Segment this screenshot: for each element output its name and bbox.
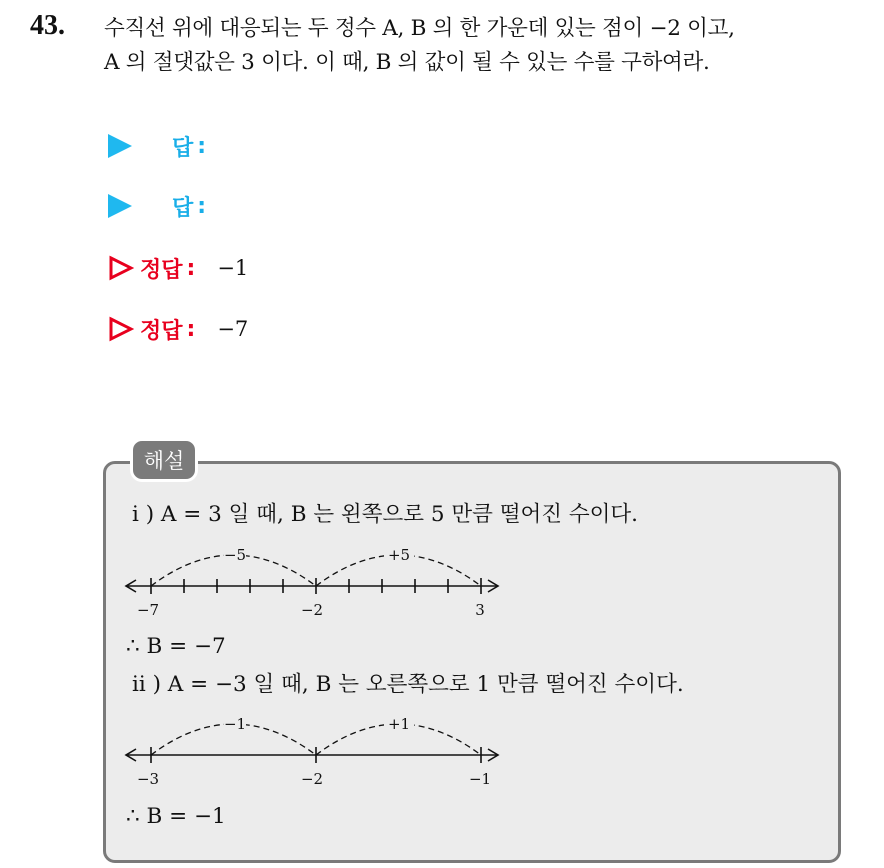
correct-answer-label: 정답 [140, 318, 183, 344]
question-number: 43. [30, 10, 65, 41]
case1-heading: i ) A = 3 일 때, B 는 왼쪽으로 5 만큼 떨어진 수이다. [132, 502, 639, 527]
tick-label: −3 [136, 770, 160, 788]
correct-answer-colon: : [186, 316, 196, 342]
solution-tag: 해설 [130, 438, 198, 482]
case1-conclusion: ∴ B = −7 [126, 634, 226, 659]
arc-right-label: +1 [387, 715, 411, 733]
question-line-2: A 의 절댓값은 3 이다. 이 때, B 의 값이 될 수 있는 수를 구하여라. [104, 50, 710, 75]
answer-colon: : [197, 133, 207, 159]
arc-left-label: −5 [223, 546, 247, 564]
tick-label: −2 [300, 601, 324, 619]
tick-label: −2 [300, 770, 324, 788]
arc-right-label: +5 [387, 546, 411, 564]
number-line-2-axis [126, 747, 498, 763]
tick-label: 3 [475, 601, 485, 619]
correct-answer-value: −7 [217, 317, 249, 341]
tick-label: −7 [136, 601, 160, 619]
answer-colon: : [197, 193, 207, 219]
answer-label: 답 [172, 135, 194, 161]
answer-label: 답 [172, 195, 194, 221]
arc-left-label: −1 [223, 715, 247, 733]
correct-answer-value: −1 [217, 256, 249, 280]
correct-answer-colon: : [186, 255, 196, 281]
question-line-1: 수직선 위에 대응되는 두 정수 A, B 의 한 가운데 있는 점이 −2 이고, [104, 16, 735, 41]
tick-label: −1 [468, 770, 492, 788]
case2-conclusion: ∴ B = −1 [126, 804, 226, 829]
case2-heading: ii ) A = −3 일 때, B 는 오른쪽으로 1 만큼 떨어진 수이다. [132, 672, 684, 697]
correct-answer-label: 정답 [140, 257, 183, 283]
